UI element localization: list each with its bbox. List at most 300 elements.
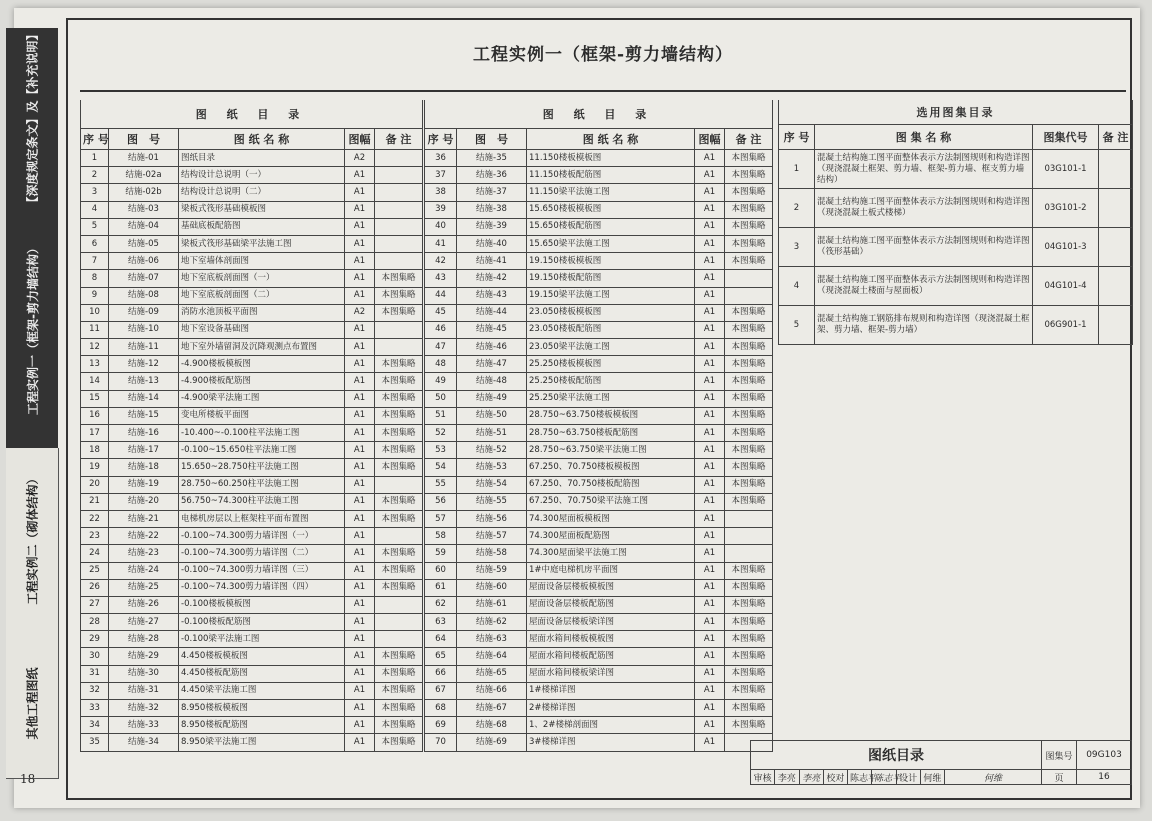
cell-code: 结施-58 [457,545,527,562]
table-row [81,287,423,304]
cell-seq: 46 [425,321,457,338]
cell-seq: 62 [425,596,457,613]
cell-remark: 本图集略 [725,150,773,167]
cell-remark: 本图集略 [725,476,773,493]
table-row [81,476,423,493]
atlas-cell-code: 03G101-1 [1033,150,1099,189]
cell-size: A1 [695,184,725,201]
cell-seq: 49 [425,373,457,390]
header-size: 图幅 [695,129,725,150]
page-no-value: 16 [1077,770,1132,785]
cell-size: A1 [345,510,375,527]
cell-seq: 8 [81,270,109,287]
cell-remark: 本图集略 [375,425,423,442]
cell-seq: 31 [81,665,109,682]
atlas-cell-seq: 3 [779,228,815,267]
drawing-list-left-body [81,150,423,752]
cell-name: 地下室墙体剖面图 [179,253,345,270]
cell-remark: 本图集略 [375,545,423,562]
table-row [81,510,423,527]
cell-seq: 48 [425,356,457,373]
cell-code: 结施-49 [457,390,527,407]
cell-code: 结施-28 [109,631,179,648]
cell-size: A1 [345,459,375,476]
table-row [425,253,773,270]
cell-remark [375,631,423,648]
cell-name: -0.100~74.300剪力墙详图（四） [179,579,345,596]
table-row [425,717,773,734]
table-row [81,356,423,373]
side-tab-label: 其他工程图纸 [25,666,40,740]
cell-remark [725,510,773,527]
cell-name: 8.950梁平法施工图 [179,734,345,751]
cell-remark: 本图集略 [725,614,773,631]
cell-size: A1 [695,167,725,184]
cell-remark: 本图集略 [375,304,423,321]
cell-remark: 本图集略 [375,682,423,699]
table-row [425,614,773,631]
cell-code: 结施-54 [457,476,527,493]
header-code: 图 号 [457,129,527,150]
cell-seq: 23 [81,528,109,545]
table-row [81,339,423,356]
side-tab-example-2[interactable] [6,448,59,629]
cell-code: 结施-29 [109,648,179,665]
cell-size: A1 [345,596,375,613]
cell-name: 25.250楼板配筋图 [527,373,695,390]
header-code: 图 号 [109,129,179,150]
cell-code: 结施-65 [457,665,527,682]
cell-name: 25.250楼板模板图 [527,356,695,373]
cell-code: 结施-42 [457,270,527,287]
cell-remark: 本图集略 [725,339,773,356]
cell-remark: 本图集略 [375,648,423,665]
cell-size: A1 [695,614,725,631]
table-row [425,235,773,252]
cell-size: A1 [695,253,725,270]
cell-remark: 本图集略 [725,425,773,442]
table-row [425,356,773,373]
cell-remark: 本图集略 [375,510,423,527]
table-row [425,339,773,356]
cell-seq: 19 [81,459,109,476]
cell-remark: 本图集略 [375,734,423,751]
cell-remark: 本图集略 [375,287,423,304]
cell-size: A1 [345,717,375,734]
cell-seq: 69 [425,717,457,734]
cell-seq: 18 [81,442,109,459]
cell-code: 结施-62 [457,614,527,631]
table-row [81,614,423,631]
cell-size: A1 [695,339,725,356]
cell-size: A1 [345,425,375,442]
cell-code: 结施-63 [457,631,527,648]
cell-seq: 17 [81,425,109,442]
table-row [425,167,773,184]
table-row [425,682,773,699]
cell-seq: 56 [425,493,457,510]
cell-code: 结施-52 [457,442,527,459]
cell-size: A1 [345,442,375,459]
cell-size: A1 [345,476,375,493]
table-row [425,442,773,459]
check-signature: 陈志平 [872,770,896,785]
cell-remark: 本图集略 [725,459,773,476]
cell-remark [375,528,423,545]
cell-code: 结施-10 [109,321,179,338]
cell-code: 结施-39 [457,218,527,235]
cell-size: A1 [695,442,725,459]
cell-code: 结施-51 [457,425,527,442]
cell-remark: 本图集略 [725,442,773,459]
drawing-list-right-body [425,150,773,752]
cell-seq: 11 [81,321,109,338]
cell-name: 图纸目录 [179,150,345,167]
cell-code: 结施-59 [457,562,527,579]
table-row [81,201,423,218]
title-block-table [750,740,1132,785]
table-row [81,253,423,270]
cell-size: A1 [695,579,725,596]
cell-code: 结施-53 [457,459,527,476]
table-row [779,150,1133,189]
cell-remark: 本图集略 [725,218,773,235]
design-signature: 何维 [945,770,1042,785]
cell-seq: 39 [425,201,457,218]
cell-size: A1 [695,562,725,579]
cell-size: A1 [695,270,725,287]
table-row [425,390,773,407]
cell-size: A2 [345,304,375,321]
design-name: 何维 [920,770,944,785]
cell-seq: 42 [425,253,457,270]
cell-remark [375,201,423,218]
cell-name: 4.450楼板模板图 [179,648,345,665]
cell-size: A1 [695,631,725,648]
cell-size: A1 [345,648,375,665]
cell-name: -10.400~-0.100柱平法施工图 [179,425,345,442]
cell-remark: 本图集略 [725,407,773,424]
cell-name: 28.750~63.750楼板配筋图 [527,425,695,442]
cell-code: 结施-01 [109,150,179,167]
cell-name: 梁板式筏形基础模板图 [179,201,345,218]
table-row [779,189,1133,228]
table-row [81,562,423,579]
cell-size: A1 [345,407,375,424]
table-row [81,493,423,510]
header-size: 图幅 [345,129,375,150]
cell-seq: 58 [425,528,457,545]
cell-code: 结施-48 [457,373,527,390]
cell-seq: 63 [425,614,457,631]
table-row [81,459,423,476]
cell-name: 11.150楼板配筋图 [527,167,695,184]
cell-code: 结施-13 [109,373,179,390]
cell-name: 变电所楼板平面图 [179,407,345,424]
cell-seq: 59 [425,545,457,562]
table-row [425,596,773,613]
table-row [425,459,773,476]
cell-remark: 本图集略 [375,562,423,579]
cell-name: 结构设计总说明（二） [179,184,345,201]
cell-remark: 本图集略 [725,235,773,252]
cell-remark: 本图集略 [375,717,423,734]
cell-seq: 52 [425,425,457,442]
cell-seq: 37 [425,167,457,184]
cell-size: A1 [345,665,375,682]
cell-name: -0.100~74.300剪力墙详图（一） [179,528,345,545]
cell-code: 结施-16 [109,425,179,442]
cell-name: -0.100~74.300剪力墙详图（三） [179,562,345,579]
cell-name: 1#楼梯详图 [527,682,695,699]
cell-size: A1 [345,562,375,579]
header-name: 图 纸 名 称 [527,129,695,150]
cell-code: 结施-67 [457,700,527,717]
cell-size: A1 [345,614,375,631]
cell-size: A1 [695,700,725,717]
cell-seq: 25 [81,562,109,579]
cell-remark: 本图集略 [725,648,773,665]
atlas-cell-remark [1099,306,1133,345]
cell-size: A1 [345,184,375,201]
cell-size: A2 [345,150,375,167]
cell-size: A1 [695,665,725,682]
cell-size: A1 [695,648,725,665]
cell-size: A1 [695,493,725,510]
cell-seq: 60 [425,562,457,579]
cell-size: A1 [345,339,375,356]
cell-remark: 本图集略 [375,579,423,596]
cell-remark [375,167,423,184]
cell-name: 2#楼梯详图 [527,700,695,717]
cell-remark: 本图集略 [725,700,773,717]
cell-seq: 5 [81,218,109,235]
cell-code: 结施-04 [109,218,179,235]
table-row [81,167,423,184]
cell-size: A1 [345,356,375,373]
table-row [81,596,423,613]
cell-size: A1 [345,700,375,717]
cell-code: 结施-44 [457,304,527,321]
cell-seq: 22 [81,510,109,527]
table-row [81,235,423,252]
cell-name: 4.450楼板配筋图 [179,665,345,682]
cell-size: A1 [345,218,375,235]
cell-remark [725,528,773,545]
side-tab-other[interactable] [6,628,59,779]
cell-remark: 本图集略 [725,390,773,407]
review-label: 审核 [751,770,775,785]
cell-remark [375,614,423,631]
cell-size: A1 [345,631,375,648]
atlas-list-body [779,150,1133,345]
cell-size: A1 [695,596,725,613]
side-tabs [6,28,58,798]
cell-seq: 40 [425,218,457,235]
atlas-no-value: 09G103 [1077,741,1132,770]
table-row [425,648,773,665]
side-tab-example-1[interactable] [6,208,58,449]
cell-code: 结施-11 [109,339,179,356]
cell-size: A1 [695,356,725,373]
cell-seq: 14 [81,373,109,390]
cell-code: 结施-20 [109,493,179,510]
cell-seq: 10 [81,304,109,321]
table-row [779,267,1133,306]
cell-seq: 12 [81,339,109,356]
cell-size: A1 [695,510,725,527]
cell-seq: 7 [81,253,109,270]
table-row [81,407,423,424]
cell-seq: 4 [81,201,109,218]
cell-name: -0.100楼板配筋图 [179,614,345,631]
cell-code: 结施-15 [109,407,179,424]
cell-name: 28.750~63.750梁平法施工图 [527,442,695,459]
review-signature: 李亮 [799,770,823,785]
check-name: 陈志平 [848,770,872,785]
cell-name: 15.650楼板配筋图 [527,218,695,235]
cell-name: 消防水池顶板平面图 [179,304,345,321]
cell-seq: 38 [425,184,457,201]
cell-remark: 本图集略 [725,373,773,390]
cell-seq: 45 [425,304,457,321]
cell-seq: 61 [425,579,457,596]
cell-remark [375,339,423,356]
cell-name: -4.900楼板配筋图 [179,373,345,390]
table-row [425,321,773,338]
table-row [425,545,773,562]
header-seq: 序 号 [81,129,109,150]
cell-size: A1 [695,304,725,321]
drawing-list-right [424,100,773,752]
cell-name: 23.050楼板模板图 [527,304,695,321]
cell-seq: 64 [425,631,457,648]
cell-name: 地下室外墙留洞及沉降观测点布置图 [179,339,345,356]
cell-seq: 54 [425,459,457,476]
cell-name: 屋面设备层楼板梁详图 [527,614,695,631]
cell-seq: 24 [81,545,109,562]
cell-seq: 1 [81,150,109,167]
atlas-list [778,100,1133,345]
cell-seq: 51 [425,407,457,424]
cell-seq: 35 [81,734,109,751]
cell-remark [375,235,423,252]
cell-remark: 本图集略 [725,665,773,682]
cell-name: 67.250、70.750楼板配筋图 [527,476,695,493]
cell-size: A1 [345,528,375,545]
cell-seq: 27 [81,596,109,613]
cell-remark: 本图集略 [725,682,773,699]
cell-code: 结施-37 [457,184,527,201]
cell-code: 结施-19 [109,476,179,493]
table-row [425,184,773,201]
atlas-cell-remark [1099,228,1133,267]
cell-code: 结施-07 [109,270,179,287]
cell-remark: 本图集略 [725,717,773,734]
cell-code: 结施-27 [109,614,179,631]
cell-name: 结构设计总说明（一） [179,167,345,184]
cell-name: 梁板式筏形基础梁平法施工图 [179,235,345,252]
cell-code: 结施-36 [457,167,527,184]
cell-name: 11.150楼板模板图 [527,150,695,167]
cell-code: 结施-66 [457,682,527,699]
cell-name: 19.150梁平法施工图 [527,287,695,304]
cell-code: 结施-40 [457,235,527,252]
cell-seq: 15 [81,390,109,407]
cell-code: 结施-25 [109,579,179,596]
table-row [425,218,773,235]
cell-size: A1 [345,545,375,562]
cell-seq: 68 [425,700,457,717]
side-tab-label: 工程实例一（框架-剪力墙结构） [25,241,40,415]
cell-seq: 6 [81,235,109,252]
cell-size: A1 [345,167,375,184]
cell-size: A1 [695,150,725,167]
cell-seq: 32 [81,682,109,699]
table-row [425,562,773,579]
table-row [425,528,773,545]
table-row [81,665,423,682]
cell-seq: 13 [81,356,109,373]
cell-code: 结施-30 [109,665,179,682]
cell-seq: 3 [81,184,109,201]
cell-code: 结施-23 [109,545,179,562]
cell-code: 结施-12 [109,356,179,373]
atlas-no-label: 图集号 [1042,741,1077,770]
atlas-cell-code: 06G901-1 [1033,306,1099,345]
side-tab-spec[interactable] [6,28,58,209]
cell-size: A1 [345,287,375,304]
table-row [81,390,423,407]
table-row [81,270,423,287]
cell-size: A1 [695,459,725,476]
table-row [81,442,423,459]
table-row [81,304,423,321]
cell-code: 结施-50 [457,407,527,424]
cell-code: 结施-09 [109,304,179,321]
cell-code: 结施-41 [457,253,527,270]
atlas-header-name: 图 集 名 称 [815,125,1033,150]
cell-code: 结施-08 [109,287,179,304]
table-row [425,150,773,167]
cell-code: 结施-02b [109,184,179,201]
header-remark: 备 注 [725,129,773,150]
cell-code: 结施-06 [109,253,179,270]
atlas-cell-name: 混凝土结构施工图平面整体表示方法制图规则和构造详图（筏形基础） [815,228,1033,267]
cell-code: 结施-60 [457,579,527,596]
cell-remark [375,184,423,201]
cell-remark: 本图集略 [725,253,773,270]
cell-name: -0.100~15.650柱平法施工图 [179,442,345,459]
cell-seq: 70 [425,734,457,751]
cell-size: A1 [345,682,375,699]
cell-size: A1 [345,373,375,390]
cell-size: A1 [695,545,725,562]
cell-remark [375,321,423,338]
cell-name: 屋面设备层楼板配筋图 [527,596,695,613]
cell-code: 结施-47 [457,356,527,373]
cell-name: 67.250、70.750楼板模板图 [527,459,695,476]
atlas-cell-name: 混凝土结构施工图平面整体表示方法制图规则和构造详图（现浇混凝土框架、剪力墙、框架-剪力墙、框支剪力墙结构） [815,150,1033,189]
table-row [81,734,423,751]
table-row [81,321,423,338]
atlas-cell-seq: 4 [779,267,815,306]
atlas-header-remark: 备 注 [1099,125,1133,150]
cell-seq: 34 [81,717,109,734]
cell-name: -4.900梁平法施工图 [179,390,345,407]
page-label: 页 [1042,770,1077,785]
cell-code: 结施-35 [457,150,527,167]
